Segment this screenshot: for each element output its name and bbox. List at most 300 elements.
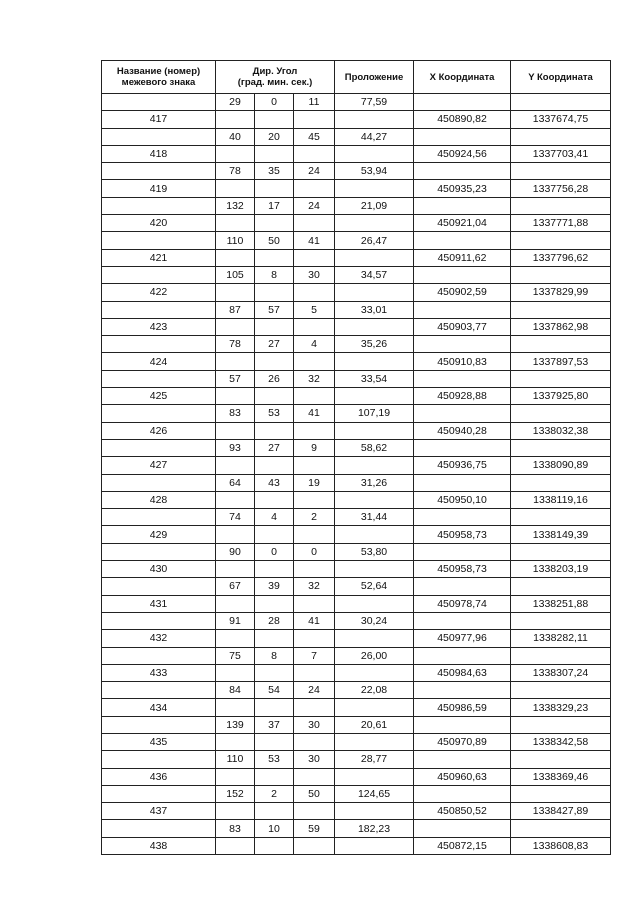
empty-cell bbox=[102, 647, 216, 664]
empty-cell bbox=[216, 284, 255, 301]
x-coordinate-cell: 450921,04 bbox=[414, 215, 511, 232]
segment-row bbox=[102, 301, 611, 318]
empty-cell bbox=[255, 180, 294, 197]
empty-cell bbox=[102, 301, 216, 318]
empty-cell bbox=[255, 145, 294, 162]
mark-name-cell: 431 bbox=[102, 595, 216, 612]
empty-cell bbox=[255, 664, 294, 681]
empty-cell bbox=[102, 405, 216, 422]
empty-cell bbox=[216, 526, 255, 543]
y-coordinate-cell: 1338329,23 bbox=[511, 699, 611, 716]
distance-cell: 22,08 bbox=[335, 682, 414, 699]
segment-row bbox=[102, 128, 611, 145]
header-distance: Проложение bbox=[335, 61, 414, 94]
angle-degrees-cell: 57 bbox=[216, 370, 255, 387]
empty-cell bbox=[102, 336, 216, 353]
segment-row bbox=[102, 820, 611, 837]
x-coordinate-cell: 450984,63 bbox=[414, 664, 511, 681]
y-coordinate-cell: 1337897,53 bbox=[511, 353, 611, 370]
empty-cell bbox=[255, 768, 294, 785]
empty-cell bbox=[335, 180, 414, 197]
y-coordinate-cell: 1338369,46 bbox=[511, 768, 611, 785]
empty-cell bbox=[414, 751, 511, 768]
angle-minutes-cell: 28 bbox=[255, 612, 294, 629]
empty-cell bbox=[294, 318, 335, 335]
distance-cell: 35,26 bbox=[335, 336, 414, 353]
empty-cell bbox=[216, 422, 255, 439]
empty-cell bbox=[414, 682, 511, 699]
angle-seconds-cell: 24 bbox=[294, 163, 335, 180]
empty-cell bbox=[294, 388, 335, 405]
empty-cell bbox=[414, 716, 511, 733]
empty-cell bbox=[294, 180, 335, 197]
angle-degrees-cell: 40 bbox=[216, 128, 255, 145]
angle-degrees-cell: 110 bbox=[216, 232, 255, 249]
empty-cell bbox=[255, 699, 294, 716]
mark-row bbox=[102, 111, 611, 128]
mark-row bbox=[102, 353, 611, 370]
y-coordinate-cell: 1337771,88 bbox=[511, 215, 611, 232]
empty-cell bbox=[511, 232, 611, 249]
header-mark-name: Название (номер) межевого знака bbox=[102, 61, 216, 94]
empty-cell bbox=[102, 370, 216, 387]
mark-name-cell: 433 bbox=[102, 664, 216, 681]
empty-cell bbox=[102, 197, 216, 214]
empty-cell bbox=[294, 630, 335, 647]
angle-minutes-cell: 4 bbox=[255, 509, 294, 526]
header-direction-angle bbox=[216, 61, 335, 94]
empty-cell bbox=[335, 699, 414, 716]
empty-cell bbox=[102, 820, 216, 837]
empty-cell bbox=[335, 111, 414, 128]
empty-cell bbox=[414, 785, 511, 802]
segment-row bbox=[102, 751, 611, 768]
empty-cell bbox=[335, 215, 414, 232]
angle-degrees-cell: 139 bbox=[216, 716, 255, 733]
empty-cell bbox=[335, 768, 414, 785]
y-coordinate-cell: 1338608,83 bbox=[511, 837, 611, 854]
empty-cell bbox=[414, 301, 511, 318]
empty-cell bbox=[511, 612, 611, 629]
angle-seconds-cell: 32 bbox=[294, 578, 335, 595]
mark-name-cell: 437 bbox=[102, 803, 216, 820]
empty-cell bbox=[335, 561, 414, 578]
empty-cell bbox=[216, 457, 255, 474]
empty-cell bbox=[335, 837, 414, 854]
empty-cell bbox=[414, 163, 511, 180]
empty-cell bbox=[335, 353, 414, 370]
empty-cell bbox=[414, 266, 511, 283]
empty-cell bbox=[511, 94, 611, 111]
y-coordinate-cell: 1338427,89 bbox=[511, 803, 611, 820]
y-coordinate-cell: 1338032,38 bbox=[511, 422, 611, 439]
header-x-coordinate: X Координата bbox=[414, 61, 511, 94]
angle-minutes-cell: 0 bbox=[255, 94, 294, 111]
empty-cell bbox=[216, 491, 255, 508]
x-coordinate-cell: 450970,89 bbox=[414, 733, 511, 750]
angle-seconds-cell: 50 bbox=[294, 785, 335, 802]
empty-cell bbox=[255, 111, 294, 128]
mark-name-cell: 428 bbox=[102, 491, 216, 508]
angle-degrees-cell: 67 bbox=[216, 578, 255, 595]
empty-cell bbox=[216, 803, 255, 820]
empty-cell bbox=[255, 561, 294, 578]
segment-row bbox=[102, 163, 611, 180]
segment-row bbox=[102, 439, 611, 456]
empty-cell bbox=[255, 595, 294, 612]
angle-minutes-cell: 10 bbox=[255, 820, 294, 837]
header-angle-units: (град. мин. сек.) bbox=[237, 77, 313, 88]
empty-cell bbox=[255, 526, 294, 543]
empty-cell bbox=[102, 266, 216, 283]
angle-minutes-cell: 2 bbox=[255, 785, 294, 802]
mark-name-cell: 423 bbox=[102, 318, 216, 335]
mark-name-cell: 421 bbox=[102, 249, 216, 266]
empty-cell bbox=[216, 561, 255, 578]
empty-cell bbox=[294, 561, 335, 578]
empty-cell bbox=[216, 733, 255, 750]
mark-name-cell: 434 bbox=[102, 699, 216, 716]
angle-minutes-cell: 8 bbox=[255, 647, 294, 664]
y-coordinate-cell: 1337862,98 bbox=[511, 318, 611, 335]
mark-name-cell: 435 bbox=[102, 733, 216, 750]
distance-cell: 26,47 bbox=[335, 232, 414, 249]
empty-cell bbox=[335, 526, 414, 543]
empty-cell bbox=[216, 595, 255, 612]
empty-cell bbox=[102, 163, 216, 180]
empty-cell bbox=[414, 578, 511, 595]
angle-seconds-cell: 41 bbox=[294, 405, 335, 422]
empty-cell bbox=[294, 768, 335, 785]
angle-minutes-cell: 27 bbox=[255, 336, 294, 353]
angle-seconds-cell: 24 bbox=[294, 197, 335, 214]
empty-cell bbox=[294, 145, 335, 162]
mark-row bbox=[102, 630, 611, 647]
empty-cell bbox=[255, 422, 294, 439]
mark-row bbox=[102, 180, 611, 197]
empty-cell bbox=[216, 388, 255, 405]
mark-row bbox=[102, 145, 611, 162]
empty-cell bbox=[102, 578, 216, 595]
angle-seconds-cell: 41 bbox=[294, 232, 335, 249]
empty-cell bbox=[335, 630, 414, 647]
distance-cell: 44,27 bbox=[335, 128, 414, 145]
mark-row bbox=[102, 837, 611, 854]
empty-cell bbox=[414, 439, 511, 456]
empty-cell bbox=[511, 336, 611, 353]
empty-cell bbox=[511, 647, 611, 664]
angle-minutes-cell: 50 bbox=[255, 232, 294, 249]
mark-name-cell: 438 bbox=[102, 837, 216, 854]
empty-cell bbox=[511, 716, 611, 733]
x-coordinate-cell: 450958,73 bbox=[414, 526, 511, 543]
x-coordinate-cell: 450950,10 bbox=[414, 491, 511, 508]
empty-cell bbox=[414, 405, 511, 422]
empty-cell bbox=[255, 630, 294, 647]
angle-minutes-cell: 37 bbox=[255, 716, 294, 733]
segment-row bbox=[102, 474, 611, 491]
mark-name-cell: 432 bbox=[102, 630, 216, 647]
empty-cell bbox=[511, 543, 611, 560]
empty-cell bbox=[255, 457, 294, 474]
empty-cell bbox=[511, 301, 611, 318]
y-coordinate-cell: 1337756,28 bbox=[511, 180, 611, 197]
table-body bbox=[102, 94, 611, 855]
angle-seconds-cell: 9 bbox=[294, 439, 335, 456]
angle-degrees-cell: 75 bbox=[216, 647, 255, 664]
empty-cell bbox=[102, 232, 216, 249]
empty-cell bbox=[255, 353, 294, 370]
angle-minutes-cell: 53 bbox=[255, 405, 294, 422]
mark-name-cell: 429 bbox=[102, 526, 216, 543]
y-coordinate-cell: 1338282,11 bbox=[511, 630, 611, 647]
empty-cell bbox=[102, 94, 216, 111]
empty-cell bbox=[511, 128, 611, 145]
empty-cell bbox=[102, 751, 216, 768]
empty-cell bbox=[102, 439, 216, 456]
y-coordinate-cell: 1338119,16 bbox=[511, 491, 611, 508]
x-coordinate-cell: 450977,96 bbox=[414, 630, 511, 647]
mark-name-cell: 420 bbox=[102, 215, 216, 232]
angle-degrees-cell: 93 bbox=[216, 439, 255, 456]
distance-cell: 26,00 bbox=[335, 647, 414, 664]
empty-cell bbox=[511, 751, 611, 768]
empty-cell bbox=[255, 837, 294, 854]
empty-cell bbox=[294, 353, 335, 370]
segment-row bbox=[102, 197, 611, 214]
x-coordinate-cell: 450903,77 bbox=[414, 318, 511, 335]
empty-cell bbox=[335, 388, 414, 405]
angle-degrees-cell: 87 bbox=[216, 301, 255, 318]
empty-cell bbox=[255, 803, 294, 820]
angle-degrees-cell: 78 bbox=[216, 163, 255, 180]
mark-row bbox=[102, 595, 611, 612]
segment-row bbox=[102, 647, 611, 664]
mark-row bbox=[102, 491, 611, 508]
angle-seconds-cell: 41 bbox=[294, 612, 335, 629]
empty-cell bbox=[414, 509, 511, 526]
empty-cell bbox=[335, 457, 414, 474]
mark-row bbox=[102, 526, 611, 543]
empty-cell bbox=[511, 266, 611, 283]
angle-seconds-cell: 24 bbox=[294, 682, 335, 699]
segment-row bbox=[102, 266, 611, 283]
empty-cell bbox=[216, 837, 255, 854]
empty-cell bbox=[511, 439, 611, 456]
angle-seconds-cell: 2 bbox=[294, 509, 335, 526]
x-coordinate-cell: 450850,52 bbox=[414, 803, 511, 820]
x-coordinate-cell: 450890,82 bbox=[414, 111, 511, 128]
angle-seconds-cell: 59 bbox=[294, 820, 335, 837]
distance-cell: 77,59 bbox=[335, 94, 414, 111]
x-coordinate-cell: 450978,74 bbox=[414, 595, 511, 612]
mark-name-cell: 424 bbox=[102, 353, 216, 370]
angle-minutes-cell: 53 bbox=[255, 751, 294, 768]
empty-cell bbox=[335, 145, 414, 162]
mark-name-cell: 430 bbox=[102, 561, 216, 578]
empty-cell bbox=[102, 716, 216, 733]
distance-cell: 33,54 bbox=[335, 370, 414, 387]
empty-cell bbox=[414, 543, 511, 560]
empty-cell bbox=[414, 232, 511, 249]
angle-seconds-cell: 30 bbox=[294, 751, 335, 768]
empty-cell bbox=[294, 284, 335, 301]
empty-cell bbox=[511, 682, 611, 699]
mark-row bbox=[102, 318, 611, 335]
angle-minutes-cell: 17 bbox=[255, 197, 294, 214]
mark-row bbox=[102, 249, 611, 266]
angle-degrees-cell: 83 bbox=[216, 820, 255, 837]
empty-cell bbox=[294, 457, 335, 474]
angle-minutes-cell: 20 bbox=[255, 128, 294, 145]
y-coordinate-cell: 1338342,58 bbox=[511, 733, 611, 750]
distance-cell: 21,09 bbox=[335, 197, 414, 214]
empty-cell bbox=[255, 388, 294, 405]
angle-seconds-cell: 45 bbox=[294, 128, 335, 145]
x-coordinate-cell: 450936,75 bbox=[414, 457, 511, 474]
empty-cell bbox=[414, 647, 511, 664]
empty-cell bbox=[294, 837, 335, 854]
distance-cell: 53,80 bbox=[335, 543, 414, 560]
y-coordinate-cell: 1338149,39 bbox=[511, 526, 611, 543]
empty-cell bbox=[335, 249, 414, 266]
segment-row bbox=[102, 94, 611, 111]
y-coordinate-cell: 1337703,41 bbox=[511, 145, 611, 162]
x-coordinate-cell: 450986,59 bbox=[414, 699, 511, 716]
angle-minutes-cell: 27 bbox=[255, 439, 294, 456]
empty-cell bbox=[102, 509, 216, 526]
mark-name-cell: 419 bbox=[102, 180, 216, 197]
mark-row bbox=[102, 457, 611, 474]
y-coordinate-cell: 1337925,80 bbox=[511, 388, 611, 405]
empty-cell bbox=[294, 699, 335, 716]
empty-cell bbox=[216, 353, 255, 370]
empty-cell bbox=[255, 249, 294, 266]
empty-cell bbox=[511, 785, 611, 802]
empty-cell bbox=[511, 578, 611, 595]
angle-degrees-cell: 105 bbox=[216, 266, 255, 283]
empty-cell bbox=[414, 370, 511, 387]
mark-row bbox=[102, 699, 611, 716]
empty-cell bbox=[294, 664, 335, 681]
mark-row bbox=[102, 284, 611, 301]
empty-cell bbox=[255, 733, 294, 750]
empty-cell bbox=[511, 370, 611, 387]
empty-cell bbox=[294, 595, 335, 612]
empty-cell bbox=[102, 785, 216, 802]
empty-cell bbox=[216, 318, 255, 335]
empty-cell bbox=[414, 336, 511, 353]
distance-cell: 33,01 bbox=[335, 301, 414, 318]
empty-cell bbox=[414, 128, 511, 145]
empty-cell bbox=[294, 422, 335, 439]
angle-minutes-cell: 26 bbox=[255, 370, 294, 387]
y-coordinate-cell: 1338307,24 bbox=[511, 664, 611, 681]
empty-cell bbox=[216, 768, 255, 785]
distance-cell: 124,65 bbox=[335, 785, 414, 802]
distance-cell: 20,61 bbox=[335, 716, 414, 733]
empty-cell bbox=[414, 94, 511, 111]
empty-cell bbox=[335, 664, 414, 681]
empty-cell bbox=[335, 318, 414, 335]
empty-cell bbox=[294, 526, 335, 543]
empty-cell bbox=[294, 803, 335, 820]
mark-name-cell: 418 bbox=[102, 145, 216, 162]
empty-cell bbox=[216, 699, 255, 716]
segment-row bbox=[102, 716, 611, 733]
x-coordinate-cell: 450940,28 bbox=[414, 422, 511, 439]
distance-cell: 182,23 bbox=[335, 820, 414, 837]
angle-minutes-cell: 57 bbox=[255, 301, 294, 318]
empty-cell bbox=[294, 491, 335, 508]
empty-cell bbox=[216, 664, 255, 681]
segment-row bbox=[102, 370, 611, 387]
angle-degrees-cell: 83 bbox=[216, 405, 255, 422]
angle-minutes-cell: 54 bbox=[255, 682, 294, 699]
empty-cell bbox=[102, 682, 216, 699]
angle-seconds-cell: 11 bbox=[294, 94, 335, 111]
empty-cell bbox=[102, 543, 216, 560]
angle-minutes-cell: 39 bbox=[255, 578, 294, 595]
empty-cell bbox=[255, 284, 294, 301]
distance-cell: 52,64 bbox=[335, 578, 414, 595]
empty-cell bbox=[335, 422, 414, 439]
mark-row bbox=[102, 768, 611, 785]
x-coordinate-cell: 450928,88 bbox=[414, 388, 511, 405]
x-coordinate-cell: 450902,59 bbox=[414, 284, 511, 301]
boundary-marks-table bbox=[101, 60, 611, 855]
angle-seconds-cell: 30 bbox=[294, 716, 335, 733]
angle-degrees-cell: 64 bbox=[216, 474, 255, 491]
y-coordinate-cell: 1338203,19 bbox=[511, 561, 611, 578]
segment-row bbox=[102, 682, 611, 699]
mark-row bbox=[102, 733, 611, 750]
segment-row bbox=[102, 543, 611, 560]
mark-row bbox=[102, 388, 611, 405]
table-header bbox=[102, 61, 611, 94]
empty-cell bbox=[335, 491, 414, 508]
angle-seconds-cell: 5 bbox=[294, 301, 335, 318]
angle-degrees-cell: 84 bbox=[216, 682, 255, 699]
angle-seconds-cell: 32 bbox=[294, 370, 335, 387]
angle-degrees-cell: 29 bbox=[216, 94, 255, 111]
empty-cell bbox=[294, 215, 335, 232]
distance-cell: 53,94 bbox=[335, 163, 414, 180]
empty-cell bbox=[255, 215, 294, 232]
angle-seconds-cell: 0 bbox=[294, 543, 335, 560]
mark-name-cell: 427 bbox=[102, 457, 216, 474]
mark-name-cell: 417 bbox=[102, 111, 216, 128]
x-coordinate-cell: 450960,63 bbox=[414, 768, 511, 785]
x-coordinate-cell: 450872,15 bbox=[414, 837, 511, 854]
empty-cell bbox=[335, 803, 414, 820]
segment-row bbox=[102, 336, 611, 353]
empty-cell bbox=[414, 820, 511, 837]
empty-cell bbox=[216, 145, 255, 162]
angle-seconds-cell: 7 bbox=[294, 647, 335, 664]
empty-cell bbox=[511, 820, 611, 837]
header-y-coordinate: Y Координата bbox=[511, 61, 611, 94]
distance-cell: 30,24 bbox=[335, 612, 414, 629]
mark-row bbox=[102, 422, 611, 439]
header-angle-title: Дир. Угол bbox=[252, 66, 298, 77]
empty-cell bbox=[511, 509, 611, 526]
angle-seconds-cell: 19 bbox=[294, 474, 335, 491]
x-coordinate-cell: 450924,56 bbox=[414, 145, 511, 162]
x-coordinate-cell: 450911,62 bbox=[414, 249, 511, 266]
y-coordinate-cell: 1337829,99 bbox=[511, 284, 611, 301]
empty-cell bbox=[335, 284, 414, 301]
